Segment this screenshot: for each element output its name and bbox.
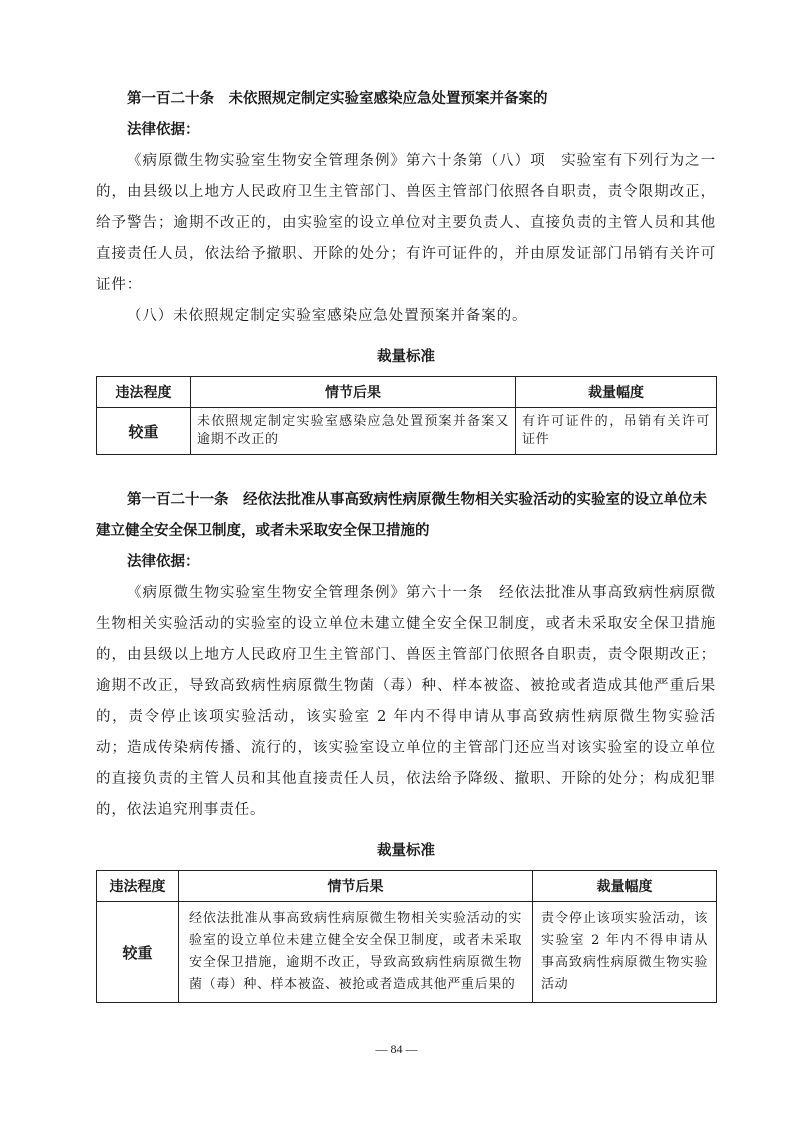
table-row: [97, 408, 717, 455]
header-violation-level: 违法程度: [97, 377, 191, 408]
header-discretion-range: 裁量幅度: [516, 377, 717, 408]
header-circumstance: 情节后果: [191, 377, 516, 408]
header-violation-level: 违法程度: [97, 871, 179, 902]
cell-level: 较重: [97, 408, 191, 455]
cell-circumstance: 经依法批准从事高致病性病原微生物相关实验活动的实验室的设立单位未建立健全安全保卫制度，或者未采取安全保卫措施，逾期不改正，导致高致病性病原微生物菌（毒）种、样本被盗、被抢或者造成其他严重后果的: [179, 902, 533, 1003]
cell-level: 较重: [97, 902, 179, 1003]
table-row: [97, 902, 717, 1003]
article-121-title: 第一百二十一条 经依法批准从事高致病性病原微生物相关实验活动的实验室的设立单位未建立健全安全保卫制度，或者未采取安全保卫措施的: [96, 492, 707, 539]
cell-circumstance: 未依照规定制定实验室感染应急处置预案并备案又逾期不改正的: [191, 408, 516, 455]
article-120-title: 第一百二十条 未依照规定制定实验室感染应急处置预案并备案的: [127, 91, 548, 107]
cell-range: 责令停止该项实验活动，该实验室 2 年内不得申请从事高致病性病原微生物实验活动: [533, 902, 717, 1003]
legal-basis-label: 法律依据：: [127, 122, 200, 138]
table-header-row: [97, 871, 717, 902]
page-number: — 84 —: [375, 1042, 418, 1056]
discretion-table-121: [96, 870, 717, 1003]
legal-basis-label: 法律依据：: [127, 554, 200, 570]
discretion-standard-title: 裁量标准: [377, 349, 435, 365]
cell-range: 有许可证件的，吊销有关许可证件: [516, 408, 717, 455]
article-121-legal-text: 《病原微生物实验室生物安全管理条例》第六十一条 经依法批准从事高致病性病原微生物相关实验活动的实验室的设立单位未建立健全安全保卫制度，或者未采取安全保卫措施的，由县级以上地方人民政府卫生主管部门、兽医主管部门依照各自职责，责令限期改正；逾期不改正，导致高致病性病原微生物菌（毒）种、样本被盗、被抢或者造成其他严重后果的，责令停止该项实验活动，该实验室 2 年内不得申请从事高致病性病原微生物实验活动；造成传染病传播、流行的，该实验室设立单位的主管部门还应当对该实验室的设立单位的直接负责的主管人员和其他直接责任人员，依法给予降级、撤职、开除的处分；构成犯罪的，依法追究刑事责任。: [96, 585, 716, 818]
article-120-item-8: （八）未依照规定制定实验室感染应急处置预案并备案的。: [127, 308, 528, 324]
document-page: [96, 84, 716, 1003]
header-discretion-range: 裁量幅度: [533, 871, 717, 902]
article-120-legal-text: 《病原微生物实验室生物安全管理条例》第六十条第（八）项 实验室有下列行为之一的，由县级以上地方人民政府卫生主管部门、兽医主管部门依照各自职责，责令限期改正，给予警告；逾期不改正的，由实验室的设立单位对主要负责人、直接负责的主管人员和其他直接责任人员，依法给予撤职、开除的处分；有许可证件的，并由原发证部门吊销有关许可证件：: [96, 153, 716, 293]
discretion-table-120: [96, 376, 717, 455]
discretion-standard-title: 裁量标准: [377, 843, 435, 859]
header-circumstance: 情节后果: [179, 871, 533, 902]
table-header-row: [97, 377, 717, 408]
